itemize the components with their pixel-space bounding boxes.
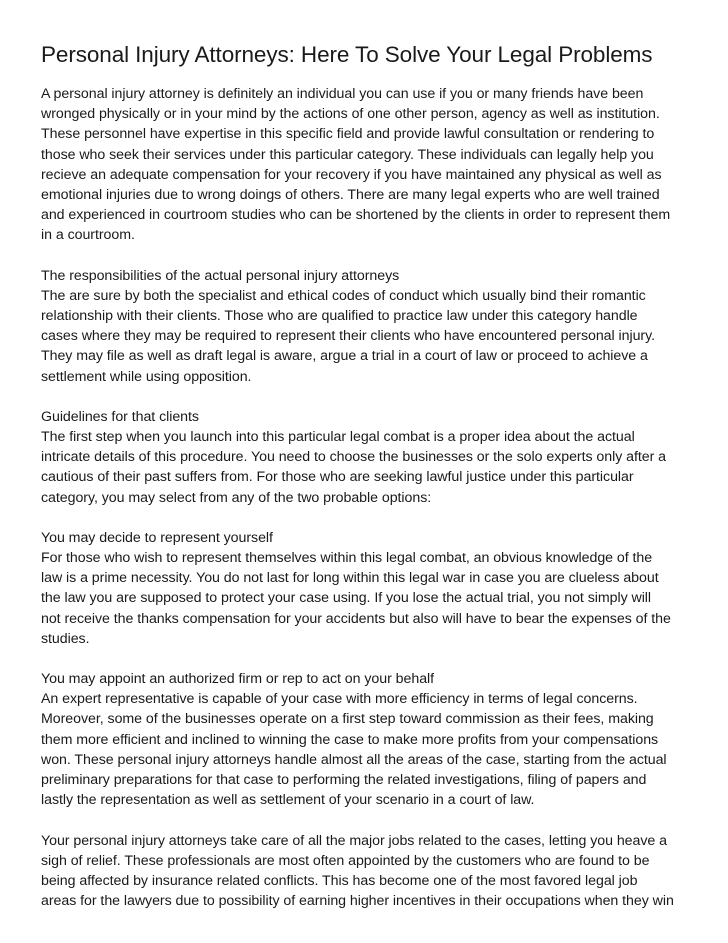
text-line: won. These personal injury attorneys handle almost all the areas of the case, starting from the actual: [41, 751, 667, 768]
text-line: relationship with their clients. Those who are qualified to practice law under this category handle: [41, 308, 638, 325]
text-line: areas for the lawyers due to possibility of earning higher incentives in their occupations when they win: [41, 893, 674, 910]
text-line: cautious of their past suffers from. For those who are seeking lawful justice under this particular: [41, 469, 634, 486]
text-line: The first step when you launch into this particular legal combat is a proper idea about the actual: [41, 429, 635, 446]
page-title: Personal Injury Attorneys: Here To Solve Your Legal Problems: [41, 42, 653, 67]
text-line: wronged physically or in your mind by the actions of one other person, agency as well as institution.: [41, 106, 660, 123]
text-line: in a courtroom.: [41, 227, 135, 244]
paragraph: [41, 669, 688, 810]
text-line: lastly the representation as well as settlement of your scenario in a court of law.: [41, 792, 535, 809]
text-line: Moreover, some of the businesses operate on a first step toward commission as their fees, making: [41, 711, 654, 728]
paragraph: [41, 831, 688, 912]
paragraph: [41, 84, 688, 246]
text-line: For those who wish to represent themselves within this legal combat, an obvious knowledge of the: [41, 550, 653, 567]
text-line: They may file as well as draft legal is aware, argue a trial in a court of law or proceed to achieve a: [41, 348, 648, 365]
paragraph: [41, 528, 688, 649]
text-line: them more efficient and inclined to winning the case to make more profits from your compensations: [41, 731, 659, 748]
text-line: cases where they may be required to represent their clients who have encountered personal injury.: [41, 328, 655, 345]
text-line: the law you are supposed to protect your case using. If you lose the actual trial, you not simply will: [41, 590, 652, 607]
paragraph: [41, 266, 688, 387]
text-line: recieve an adequate compensation for your recovery if you have maintained any physical as well as: [41, 166, 662, 183]
text-line: The responsibilities of the actual personal injury attorneys: [41, 267, 400, 284]
text-line: preliminary preparations for that case to performing the related investigations, filing of papers and: [41, 772, 647, 789]
text-line: You may decide to represent yourself: [41, 529, 273, 546]
text-line: sigh of relief. These professionals are most often appointed by the customers who are found to be: [41, 852, 650, 869]
text-line: You may appoint an authorized firm or rep to act on your behalf: [41, 671, 435, 688]
text-line: Guidelines for that clients: [41, 408, 199, 425]
text-line: law is a prime necessity. You do not last for long within this legal war in case you are clueless about: [41, 570, 659, 587]
text-line: The are sure by both the specialist and ethical codes of conduct which usually bind their romantic: [41, 287, 646, 304]
text-line: not receive the thanks compensation for your accidents but also will have to bear the expenses of the: [41, 610, 671, 627]
text-line: those who seek their services under this particular category. These individuals can legally help you: [41, 146, 654, 163]
text-line: An expert representative is capable of your case with more efficiency in terms of legal concerns.: [41, 691, 638, 708]
text-line: studies.: [41, 630, 90, 647]
text-line: intricate details of this procedure. You need to choose the businesses or the solo experts only after a: [41, 449, 667, 466]
text-line: and experienced in courtroom studies who can be shortened by the clients in order to represent them: [41, 207, 671, 224]
text-line: settlement while using opposition.: [41, 368, 252, 385]
document-body: [41, 84, 688, 911]
paragraph: [41, 407, 688, 508]
text-line: being affected by insurance related conflicts. This has become one of the most favored legal job: [41, 872, 638, 889]
text-line: category, you may select from any of the two probable options:: [41, 489, 432, 506]
text-line: Your personal injury attorneys take care of all the major jobs related to the cases, letting you heave a: [41, 832, 667, 849]
text-line: A personal injury attorney is definitely an individual you can use if you or many friends have been: [41, 86, 644, 102]
text-line: emotional injuries due to wrong doings of others. There are many legal experts who are well trained: [41, 187, 660, 204]
text-line: These personnel have expertise in this specific field and provide lawful consultation or rendering to: [41, 126, 655, 143]
